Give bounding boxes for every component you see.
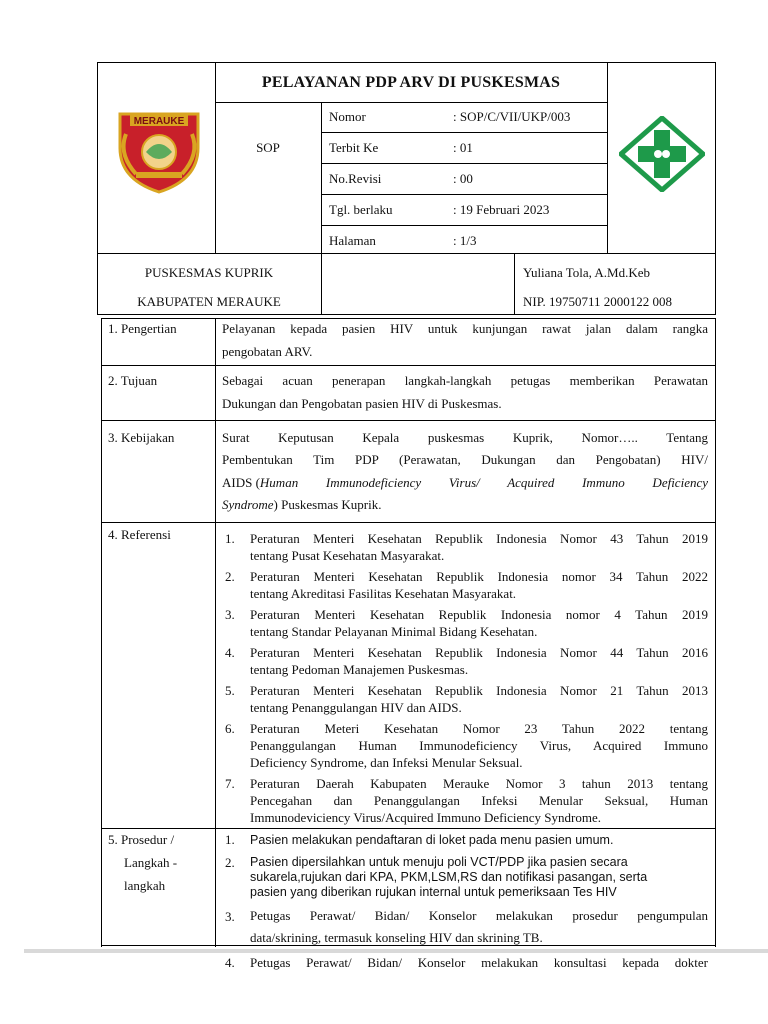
field-value-nomor: : SOP/C/VII/UKP/003 xyxy=(453,109,571,124)
ref-item-line: Peraturan Menteri Kesehatan Republik Indonesia nomor 4 Tahun 2019 xyxy=(250,607,708,622)
step-line: Pasien melakukan pendaftaran di loket pada menu pasien umum. xyxy=(250,833,614,847)
field-value-revisi: : 00 xyxy=(453,171,473,186)
ref-item-line: Deficiency Syndrome, dan Infeksi Menular Seksual. xyxy=(250,755,523,770)
step-line: data/skrining, termasuk konseling HIV dan skrining TB. xyxy=(250,930,543,945)
kebijakan-text-line3 xyxy=(222,474,708,492)
field-label-tgl: Tgl. berlaku xyxy=(329,202,393,217)
ref-item-line: tentang Pedoman Manajemen Puskesmas. xyxy=(250,662,469,677)
ref-number: 4. xyxy=(225,645,235,660)
ref-number: 3. xyxy=(225,607,235,622)
signer-name: Yuliana Tola, A.Md.Keb xyxy=(523,265,651,280)
field-label-terbit: Terbit Ke xyxy=(329,140,379,155)
ref-item-line: tentang Pusat Kesehatan Masyarakat. xyxy=(250,548,445,563)
kebijakan-line4-suffix: ) Puskesmas Kuprik. xyxy=(273,497,382,512)
org-region: KABUPATEN MERAUKE xyxy=(137,294,281,309)
field-value-terbit: : 01 xyxy=(453,140,473,155)
pengertian-text-line1: Pelayanan kepada pasien HIV untuk kunjungan rawat jalan dalam rangka xyxy=(222,321,708,336)
field-value-tgl: : 19 Februari 2023 xyxy=(453,202,550,217)
kebijakan-line3-italic: Human Immunodeficiency Virus/ Acquired Immuno Deficiency xyxy=(259,475,708,490)
puskesmas-logo xyxy=(619,116,705,192)
section-label-prosedur-3: langkah xyxy=(124,878,166,893)
kebijakan-line3-prefix: AIDS ( xyxy=(222,475,260,490)
document-title: PELAYANAN PDP ARV DI PUSKESMAS xyxy=(261,74,561,91)
field-label-revisi: No.Revisi xyxy=(329,171,382,186)
step-line: Pasien dipersilahkan untuk menuju poli VCT/PDP jika pasien secara xyxy=(250,855,628,869)
section-label-referensi: 4. Referensi xyxy=(108,527,171,542)
logo-text: MERAUKE xyxy=(133,116,185,127)
ref-number: 6. xyxy=(225,721,235,736)
ref-item-line: Peraturan Menteri Kesehatan Republik Indonesia Nomor 43 Tahun 2019 xyxy=(250,531,708,546)
doc-type-label: SOP xyxy=(256,140,280,155)
step-line: Petugas Perawat/ Bidan/ Konselor melakukan prosedur pengumpulan xyxy=(250,908,708,923)
ref-item-line: tentang Akreditasi Fasilitas Kesehatan Masyarakat. xyxy=(250,586,517,601)
page-separator xyxy=(24,949,768,953)
pengertian-text-line2: pengobatan ARV. xyxy=(222,344,313,359)
ref-item-line: Peraturan Daerah Kabupaten Merauke Nomor 3 tahun 2013 tentang xyxy=(250,776,708,791)
step-line: sukarela,rujukan dari KPA, PKM,LSM,RS dan notifikasi pasangan, serta xyxy=(250,870,648,884)
ref-item-line: Penanggulangan Human Immunodeficiency Virus, Acquired Immuno xyxy=(250,738,708,753)
ref-number: 2. xyxy=(225,569,235,584)
merauke-logo xyxy=(112,108,206,194)
kebijakan-text-line4 xyxy=(222,496,381,514)
ref-item-line: Pencegahan dan Penanggulangan Infeksi Menular Seksual, Human xyxy=(250,793,708,808)
org-name: PUSKESMAS KUPRIK xyxy=(144,265,274,280)
ref-item-line: Immunodeviciency Virus/Acquired Immuno Deficiency Syndrome. xyxy=(250,810,601,825)
ref-number: 1. xyxy=(225,531,235,546)
step-number: 3. xyxy=(225,909,235,924)
section-label-prosedur: 5. Prosedur / xyxy=(108,832,175,847)
ref-item-line: tentang Standar Pelayanan Minimal Bidang Kesehatan. xyxy=(250,624,538,639)
kebijakan-line4-italic: Syndrome xyxy=(222,497,274,512)
kebijakan-text-line2: Pembentukan Tim PDP (Perawatan, Dukungan dan Pengobatan) HIV/ xyxy=(222,452,708,467)
ref-item-line: Peraturan Menteri Kesehatan Republik Indonesia nomor 34 Tahun 2022 xyxy=(250,569,708,584)
step-number: 1. xyxy=(225,832,235,847)
step-number: 2. xyxy=(225,855,235,870)
step-line: Petugas Perawat/ Bidan/ Konselor melakukan konsultasi kepada dokter xyxy=(250,955,708,970)
section-label-prosedur-2: Langkah - xyxy=(124,855,178,870)
section-label-kebijakan: 3. Kebijakan xyxy=(108,430,175,445)
step-number: 4. xyxy=(225,955,235,970)
tujuan-text-line2: Dukungan dan Pengobatan pasien HIV di Puskesmas. xyxy=(222,396,502,411)
field-label-nomor: Nomor xyxy=(329,109,366,124)
ref-number: 7. xyxy=(225,776,235,791)
ref-item-line: tentang Penanggulangan HIV dan AIDS. xyxy=(250,700,462,715)
field-value-halaman: : 1/3 xyxy=(453,233,477,248)
section-label-pengertian: 1. Pengertian xyxy=(108,321,177,336)
step-line: pasien yang diberikan rujukan internal untuk pemeriksaan Tes HIV xyxy=(250,885,617,899)
ref-number: 5. xyxy=(225,683,235,698)
field-label-halaman: Halaman xyxy=(329,233,376,248)
tujuan-text-line1: Sebagai acuan penerapan langkah-langkah petugas memberikan Perawatan xyxy=(222,373,708,388)
ref-item-line: Peraturan Menteri Kesehatan Republik Indonesia Nomor 21 Tahun 2013 xyxy=(250,683,708,698)
signer-nip: NIP. 19750711 2000122 008 xyxy=(523,294,673,309)
kebijakan-text-line1: Surat Keputusan Kepala puskesmas Kuprik, Nomor….. Tentang xyxy=(222,430,708,445)
ref-item-line: Peraturan Meteri Kesehatan Nomor 23 Tahun 2022 tentang xyxy=(250,721,708,736)
section-label-tujuan: 2. Tujuan xyxy=(108,373,158,388)
ref-item-line: Peraturan Menteri Kesehatan Republik Indonesia Nomor 44 Tahun 2016 xyxy=(250,645,708,660)
